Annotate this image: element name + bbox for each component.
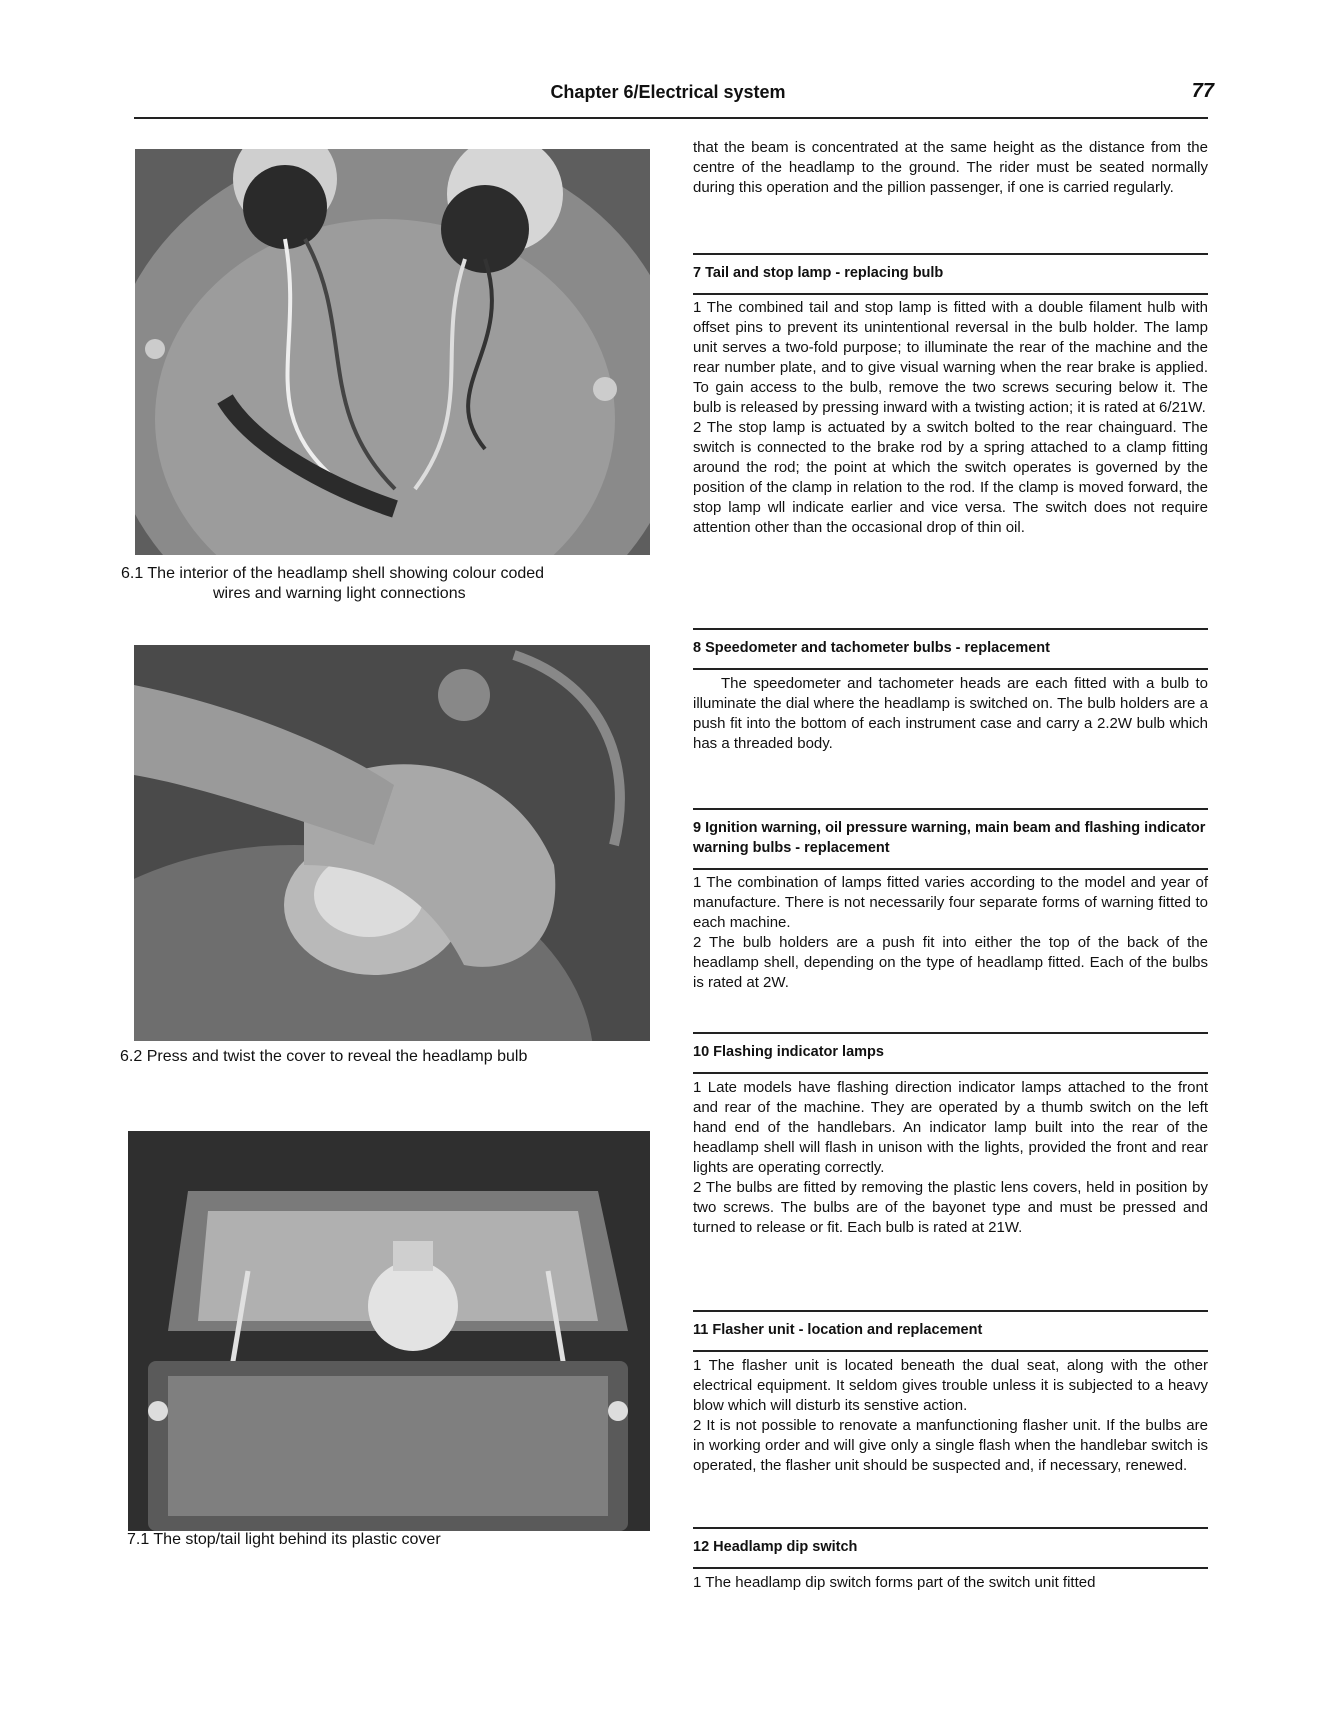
section-10-paragraph-2: 2 The bulbs are fitted by removing the plastic lens covers, held in position by two screws. The bulbs are of the bayonet type and must be pressed and turned to release or fit. Each bulb is rated at 21W. — [693, 1179, 1208, 1236]
figure-caption-6-1-line1: 6.1 The interior of the headlamp shell showing colour coded — [121, 565, 545, 582]
figure-caption-7-1: 7.1 The stop/tail light behind its plastic cover — [127, 1531, 441, 1548]
section-11-paragraph-1: 1 The flasher unit is located beneath the dual seat, along with the other electrical equipment. It seldom gives trouble unless it is subjected to a heavy blow which will disturb its senstive action. — [693, 1357, 1208, 1414]
figure-caption-6-1 — [121, 564, 661, 604]
photo-stop-tail-light — [128, 1131, 650, 1531]
section-title-11: 11 Flasher unit - location and replacement — [693, 1310, 1208, 1352]
section-10-paragraph-1: 1 Late models have flashing direction indicator lamps attached to the front and rear of the machine. They are operated by a thumb switch on the left hand end of the handlebars. An indicator lamp built into the rear of the headlamp shell will flash in unison with the lights, provided the front and rear lights are operating correctly. — [693, 1079, 1208, 1176]
section-title-10: 10 Flashing indicator lamps — [693, 1032, 1208, 1074]
section-11-paragraph-2: 2 It is not possible to renovate a manfunctioning flasher unit. If the bulbs are in working order and will give only a single flash when the handlebar switch is operated, the flasher unit should be suspected and, if necessary, renewed. — [693, 1417, 1208, 1474]
section-12-body — [693, 1573, 1208, 1593]
section-title-12: 12 Headlamp dip switch — [693, 1527, 1208, 1569]
section-9-paragraph-2: 2 The bulb holders are a push fit into either the top of the back of the headlamp shell, depending on the type of headlamp fitted. Each of the bulbs is rated at 2W. — [693, 934, 1208, 991]
intro-paragraph: that the beam is concentrated at the same height as the distance from the centre of the headlamp to the ground. The rider must be seated normally during this operation and the pillion passenger, if one is carried regularly. — [693, 139, 1208, 196]
section-7-paragraph-2: 2 The stop lamp is actuated by a switch bolted to the rear chainguard. The switch is connected to the brake rod by a spring attached to a clamp fitting around the rod; the point at which the switch operates is governed by the position of the clamp in relation to the rod. If the clamp is moved forward, the stop lamp wll indicate earlier and vice versa. The switch does not require attention other than the occasional drop of thin oil. — [693, 419, 1208, 536]
figure-caption-6-1-line2: wires and warning light connections — [213, 585, 466, 602]
section-8-body — [693, 674, 1208, 754]
section-7-paragraph-1: 1 The combined tail and stop lamp is fitted with a double filament hulb with offset pins to prevent its unintentional reversal in the bulb holder. The lamp unit serves a two-fold purpose; to illuminate the rear of the machine and the rear number plate, and to give visual warning when the rear brake is applied. To gain access to the bulb, remove the two screws securing below it. The bulb is released by pressing inward with a twisting action; it is rated at 6/21W. — [693, 299, 1208, 416]
section-title-8: 8 Speedometer and tachometer bulbs - replacement — [693, 628, 1208, 670]
figure-caption-6-2: 6.2 Press and twist the cover to reveal the headlamp bulb — [120, 1048, 528, 1065]
section-7-body — [693, 298, 1208, 538]
section-9-body — [693, 873, 1208, 993]
section-12-paragraph-1: 1 The headlamp dip switch forms part of the switch unit fitted — [693, 1574, 1096, 1591]
section-title-7: 7 Tail and stop lamp - replacing bulb — [693, 253, 1208, 295]
page-number: 77 — [1191, 80, 1214, 102]
photo-headlamp-interior — [135, 149, 650, 555]
section-11-body — [693, 1356, 1208, 1476]
header-divider — [134, 117, 1208, 119]
section-10-body — [693, 1078, 1208, 1238]
section-9-paragraph-1: 1 The combination of lamps fitted varies according to the model and year of manufacture. There is not necessarily four separate forms of warning fitted to each machine. — [693, 874, 1208, 931]
section-8-paragraph-1: The speedometer and tachometer heads are each fitted with a bulb to illuminate the dial where the headlamp is switched on. The bulb holders are a push fit into the bottom of each instrument case and carry a 2.2W bulb which has a threaded body. — [693, 675, 1208, 752]
intro-paragraph-block — [693, 138, 1208, 198]
photo-headlamp-cover-twist — [134, 645, 650, 1041]
page-header-title: Chapter 6/Electrical system — [550, 82, 786, 102]
section-title-9: 9 Ignition warning, oil pressure warning, main beam and flashing indicator warning bulbs - replacement — [693, 808, 1208, 870]
